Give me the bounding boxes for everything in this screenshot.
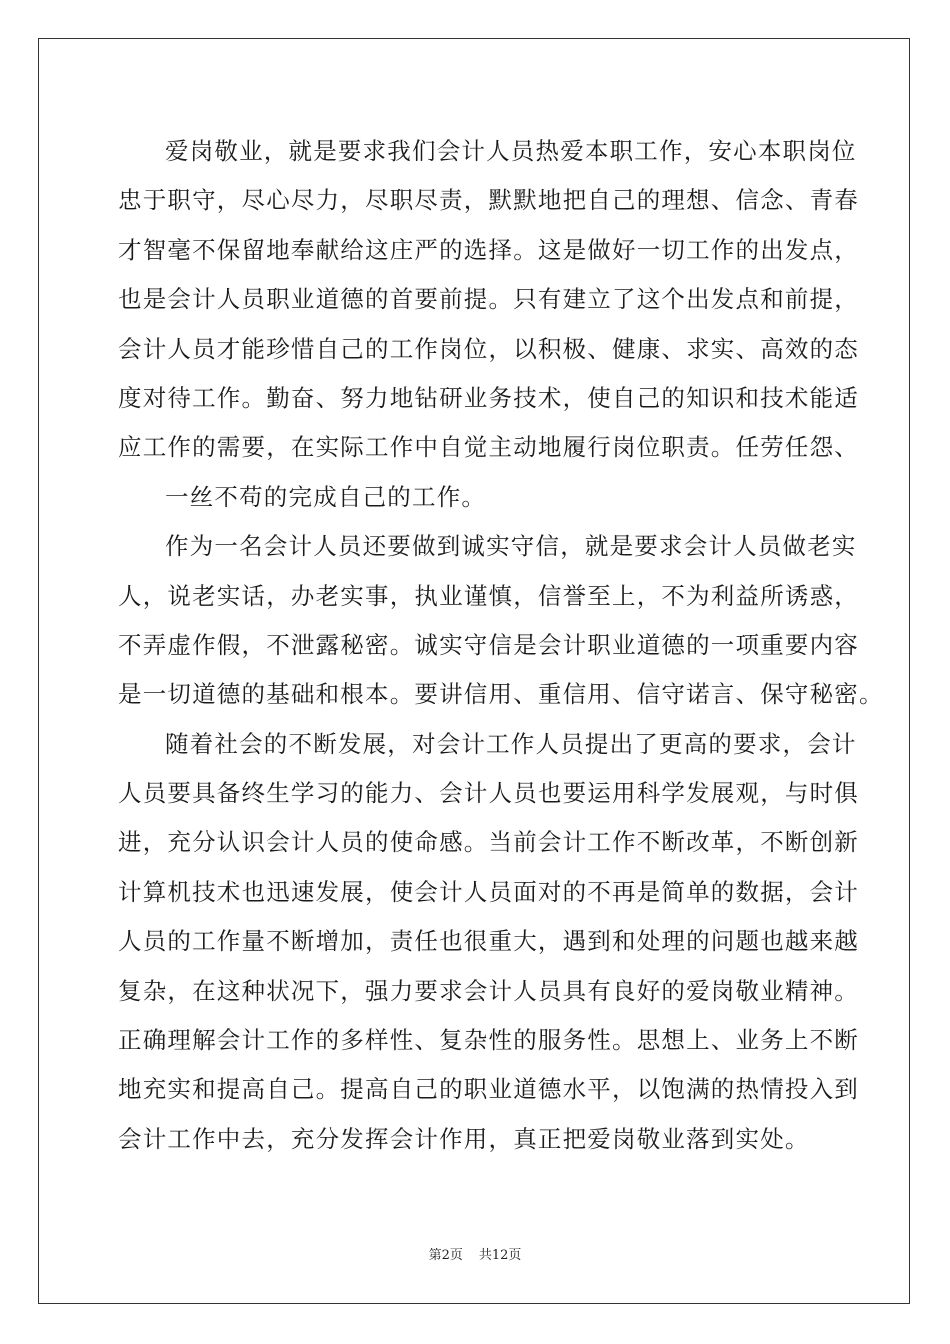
paragraph-line: 才智毫不保留地奉献给这庄严的选择。这是做好一切工作的出发点， — [118, 235, 859, 264]
paragraph-line: 人，说老实话，办老实事，执业谨慎，信誉至上，不为利益所诱惑， — [118, 581, 859, 610]
document-body — [118, 127, 884, 1164]
paragraph-line: 人员的工作量不断增加，责任也很重大，遇到和处理的问题也越来越 — [118, 927, 859, 956]
paragraph-line: 进，充分认识会计人员的使命感。当前会计工作不断改革，不断创新 — [118, 828, 859, 857]
paragraph-line: 计算机技术也迅速发展，使会计人员面对的不再是简单的数据，会计 — [118, 877, 859, 906]
page-footer — [0, 1244, 950, 1263]
paragraph-line: 会计人员才能珍惜自己的工作岗位，以积极、健康、求实、高效的态 — [118, 334, 859, 363]
total-page-count: 共12页 — [478, 1248, 522, 1263]
paragraph-line: 复杂，在这种状况下，强力要求会计人员具有良好的爱岗敬业精神。 — [118, 976, 859, 1005]
paragraph-line: 也是会计人员职业道德的首要前提。只有建立了这个出发点和前提， — [118, 285, 859, 314]
paragraph-line: 会计工作中去，充分发挥会计作用，真正把爱岗敬业落到实处。 — [118, 1124, 810, 1153]
paragraph-line: 度对待工作。勤奋、努力地钻研业务技术，使自己的知识和技术能适 — [118, 383, 859, 412]
paragraph-line: 是一切道德的基础和根本。要讲信用、重信用、信守诺言、保守秘密。 — [118, 680, 884, 709]
paragraph-line: 爱岗敬业，就是要求我们会计人员热爱本职工作，安心本职岗位 — [165, 137, 857, 165]
current-page-number: 第2页 — [428, 1248, 463, 1263]
paragraph-line: 一丝不苟的完成自己的工作。 — [165, 482, 487, 511]
paragraph-line: 忠于职守，尽心尽力，尽职尽责，默默地把自己的理想、信念、青春 — [118, 186, 859, 215]
paragraph-line: 应工作的需要，在实际工作中自觉主动地履行岗位职责。任劳任怨、 — [118, 433, 859, 462]
paragraph-line: 不弄虚作假，不泄露秘密。诚实守信是会计职业道德的一项重要内容 — [118, 630, 859, 659]
paragraph-line: 地充实和提高自己。提高自己的职业道德水平，以饱满的热情投入到 — [118, 1075, 859, 1104]
paragraph-line: 正确理解会计工作的多样性、复杂性的服务性。思想上、业务上不断 — [118, 1026, 859, 1055]
paragraph-line: 作为一名会计人员还要做到诚实守信，就是要求会计人员做老实 — [165, 532, 857, 561]
paragraph-line: 随着社会的不断发展，对会计工作人员提出了更高的要求，会计 — [165, 729, 857, 758]
paragraph-line: 人员要具备终生学习的能力、会计人员也要运用科学发展观，与时俱 — [118, 779, 859, 808]
